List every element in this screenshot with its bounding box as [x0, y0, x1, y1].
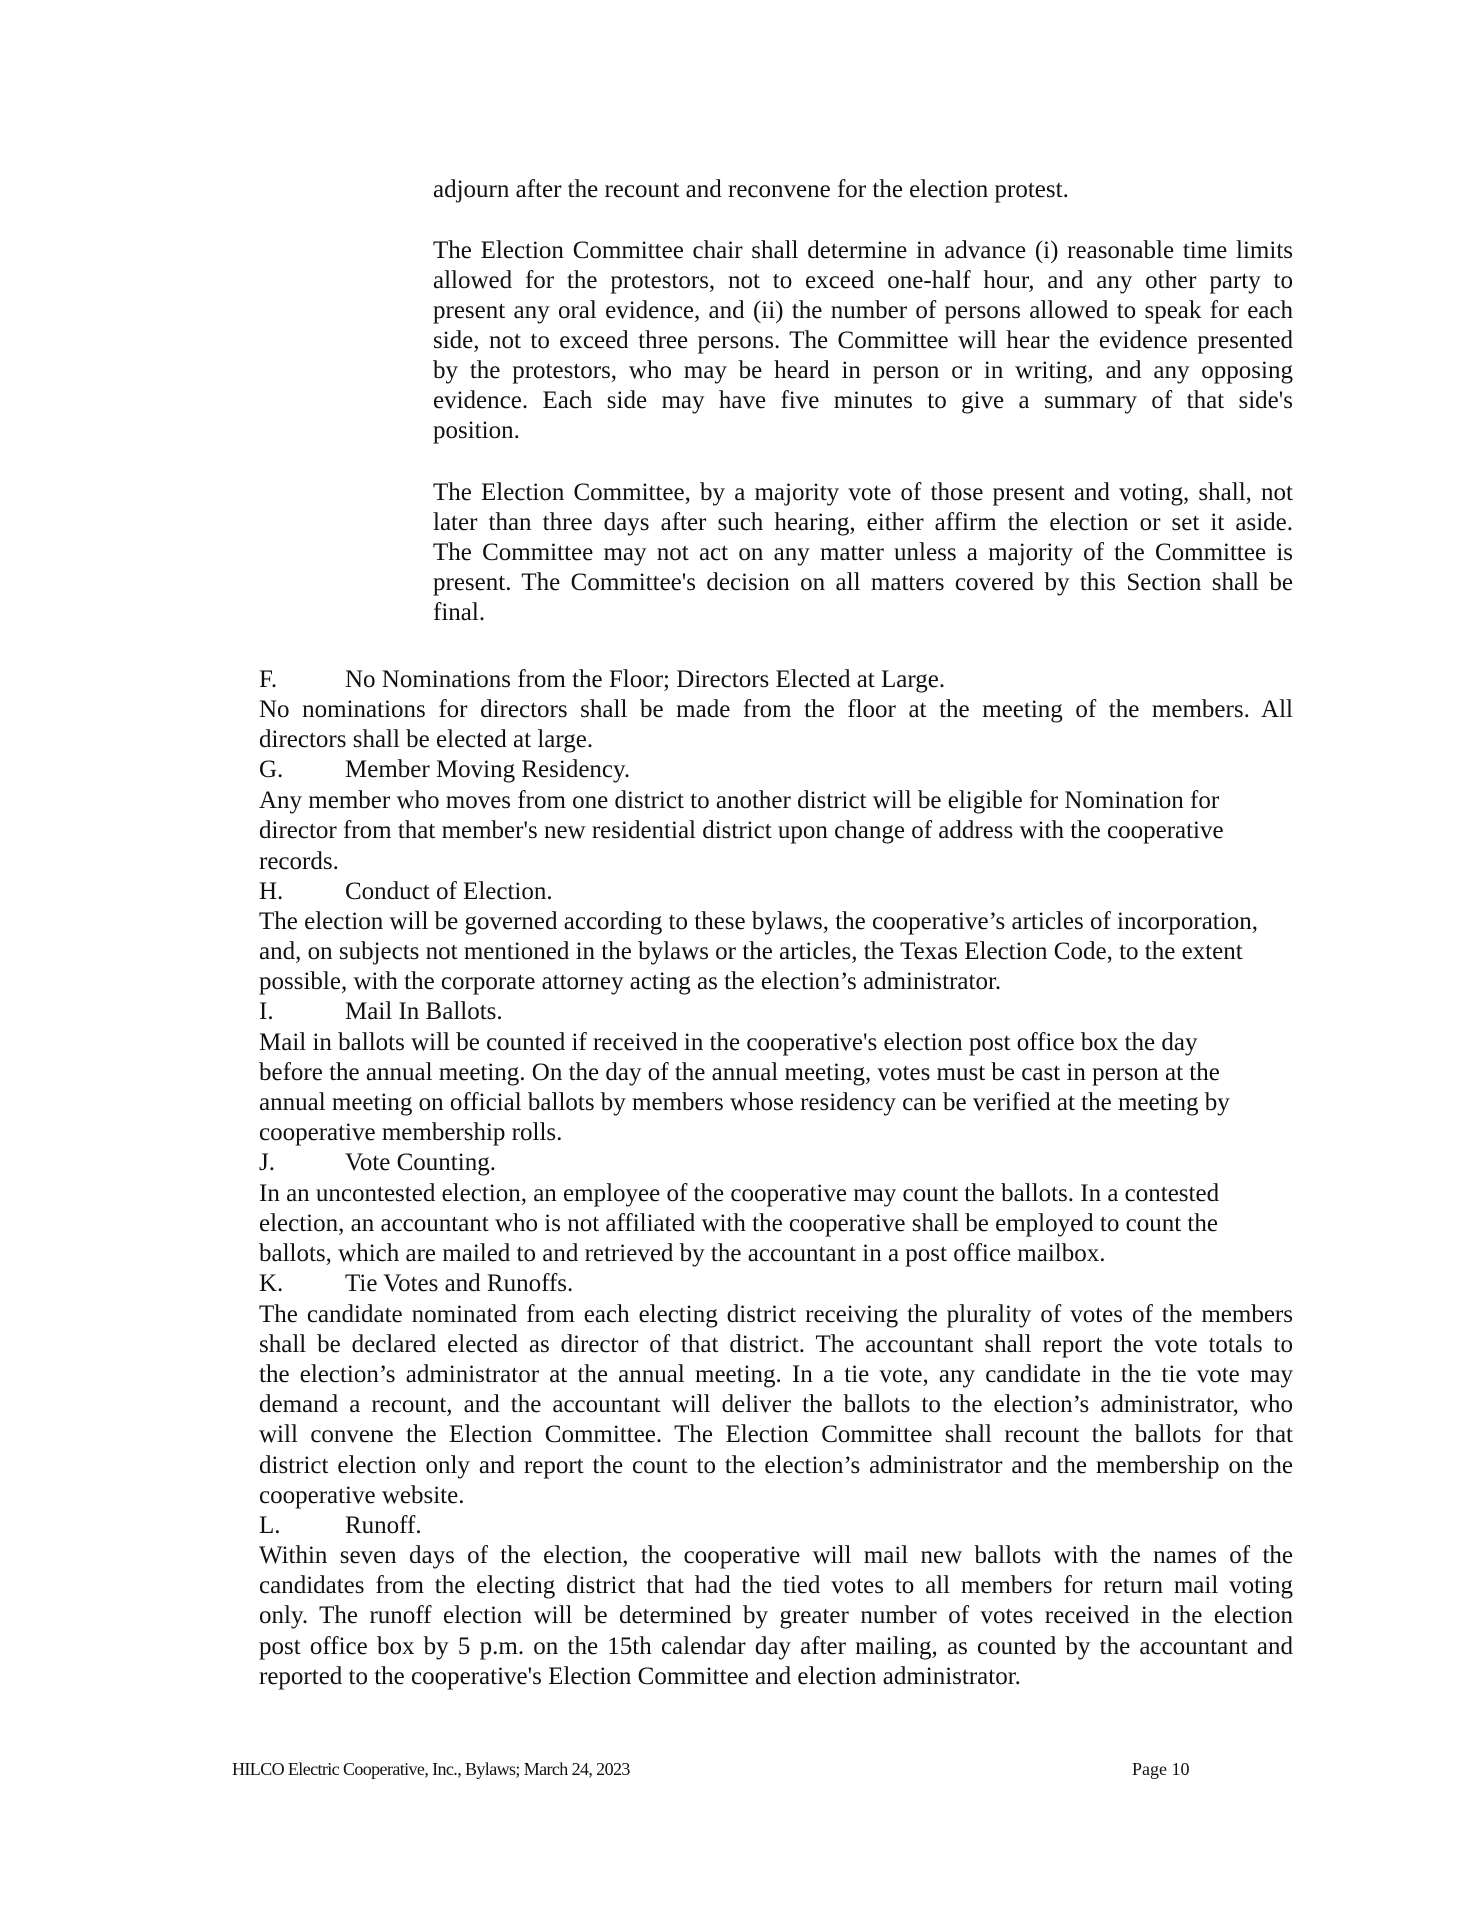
paragraph-line: The Election Committee chair shall determine in advance (i) reasonable time limits — [433, 237, 1293, 264]
section-letter: H. — [259, 878, 284, 905]
paragraph-line: In an uncontested election, an employee of the cooperative may count the ballots. In a contested — [259, 1180, 1220, 1207]
paragraph-line: Mail in ballots will be counted if received in the cooperative's election post office box the day — [259, 1029, 1198, 1056]
paragraph-line: demand a recount, and the accountant will deliver the ballots to the election’s administrator, who — [259, 1391, 1293, 1418]
section-heading-g — [259, 755, 630, 785]
section-heading-f — [259, 665, 945, 695]
section-heading-j — [259, 1148, 496, 1178]
paragraph-line: later than three days after such hearing, either affirm the election or set it aside. — [433, 509, 1293, 536]
paragraph-line: No nominations for directors shall be made from the floor at the meeting of the members. All — [259, 696, 1293, 723]
section-title: No Nominations from the Floor; Directors Elected at Large. — [345, 666, 946, 693]
paragraph-line: director from that member's new residential district upon change of address with the cooperative — [259, 817, 1224, 844]
paragraph-line: and, on subjects not mentioned in the bylaws or the articles, the Texas Election Code, to the extent — [259, 938, 1243, 965]
paragraph-line: The election will be governed according to these bylaws, the cooperative’s articles of incorporation, — [259, 908, 1258, 935]
section-heading-i — [259, 997, 503, 1027]
section-title: Mail In Ballots. — [345, 998, 503, 1025]
footer-document-title: HILCO Electric Cooperative, Inc., Bylaws; March 24, 2023 — [232, 1759, 630, 1779]
section-title: Tie Votes and Runoffs. — [345, 1270, 574, 1297]
paragraph-line: candidates from the electing district that had the tied votes to all members for return mail voting — [259, 1572, 1293, 1599]
section-heading-l — [259, 1511, 422, 1541]
paragraph-line: present. The Committee's decision on all matters covered by this Section shall be — [433, 569, 1293, 596]
section-heading-h — [259, 877, 553, 907]
footer-page-number: Page 10 — [1132, 1759, 1190, 1779]
section-letter: J. — [259, 1149, 275, 1176]
section-letter: K. — [259, 1270, 284, 1297]
section-title: Conduct of Election. — [345, 878, 553, 905]
paragraph-line: only. The runoff election will be determined by greater number of votes received in the election — [259, 1602, 1293, 1629]
section-letter: I. — [259, 998, 274, 1025]
section-letter: F. — [259, 666, 278, 693]
section-letter: L. — [259, 1512, 281, 1539]
section-title: Runoff. — [345, 1512, 422, 1539]
paragraph-line: side, not to exceed three persons. The Committee will hear the evidence presented — [433, 327, 1293, 354]
section-letter: G. — [259, 756, 284, 783]
paragraph-line: by the protestors, who may be heard in person or in writing, and any opposing — [433, 357, 1293, 384]
paragraph-line: final. — [433, 599, 486, 626]
paragraph-line: shall be declared elected as director of that district. The accountant shall report the vote totals to — [259, 1331, 1293, 1358]
paragraph-line: directors shall be elected at large. — [259, 726, 594, 753]
paragraph-line: cooperative website. — [259, 1482, 465, 1509]
paragraph-line: evidence. Each side may have five minutes to give a summary of that side's — [433, 387, 1293, 414]
section-title: Member Moving Residency. — [345, 756, 631, 783]
paragraph-line: district election only and report the count to the election’s administrator and the membership on the — [259, 1452, 1293, 1479]
paragraph-line: Any member who moves from one district to another district will be eligible for Nomination for — [259, 787, 1220, 814]
paragraph-line: will convene the Election Committee. The Election Committee shall recount the ballots for that — [259, 1421, 1293, 1448]
paragraph-line: The Committee may not act on any matter unless a majority of the Committee is — [433, 539, 1293, 566]
section-title: Vote Counting. — [345, 1149, 496, 1176]
paragraph-line: position. — [433, 417, 520, 444]
paragraph-line: The Election Committee, by a majority vote of those present and voting, shall, not — [433, 479, 1293, 506]
paragraph-line: present any oral evidence, and (ii) the number of persons allowed to speak for each — [433, 297, 1293, 324]
paragraph-line: Within seven days of the election, the cooperative will mail new ballots with the names of the — [259, 1542, 1293, 1569]
paragraph-line: reported to the cooperative's Election Committee and election administrator. — [259, 1663, 1021, 1690]
paragraph-line: possible, with the corporate attorney acting as the election’s administrator. — [259, 968, 1002, 995]
paragraph-line: post office box by 5 p.m. on the 15th calendar day after mailing, as counted by the accountant and — [259, 1633, 1293, 1660]
paragraph-line: annual meeting on official ballots by members whose residency can be verified at the meeting by — [259, 1089, 1230, 1116]
paragraph-line: election, an accountant who is not affiliated with the cooperative shall be employed to count the — [259, 1210, 1218, 1237]
paragraph-line: cooperative membership rolls. — [259, 1119, 563, 1146]
paragraph-line: adjourn after the recount and reconvene for the election protest. — [433, 176, 1069, 203]
paragraph-line: allowed for the protestors, not to exceed one-half hour, and any other party to — [433, 267, 1293, 294]
section-heading-k — [259, 1269, 573, 1299]
paragraph-line: The candidate nominated from each electing district receiving the plurality of votes of the members — [259, 1301, 1293, 1328]
paragraph-line: the election’s administrator at the annual meeting. In a tie vote, any candidate in the tie vote may — [259, 1361, 1293, 1388]
paragraph-line: before the annual meeting. On the day of the annual meeting, votes must be cast in person at the — [259, 1059, 1220, 1086]
paragraph-line: records. — [259, 848, 339, 875]
paragraph-line: ballots, which are mailed to and retrieved by the accountant in a post office mailbox. — [259, 1240, 1106, 1267]
